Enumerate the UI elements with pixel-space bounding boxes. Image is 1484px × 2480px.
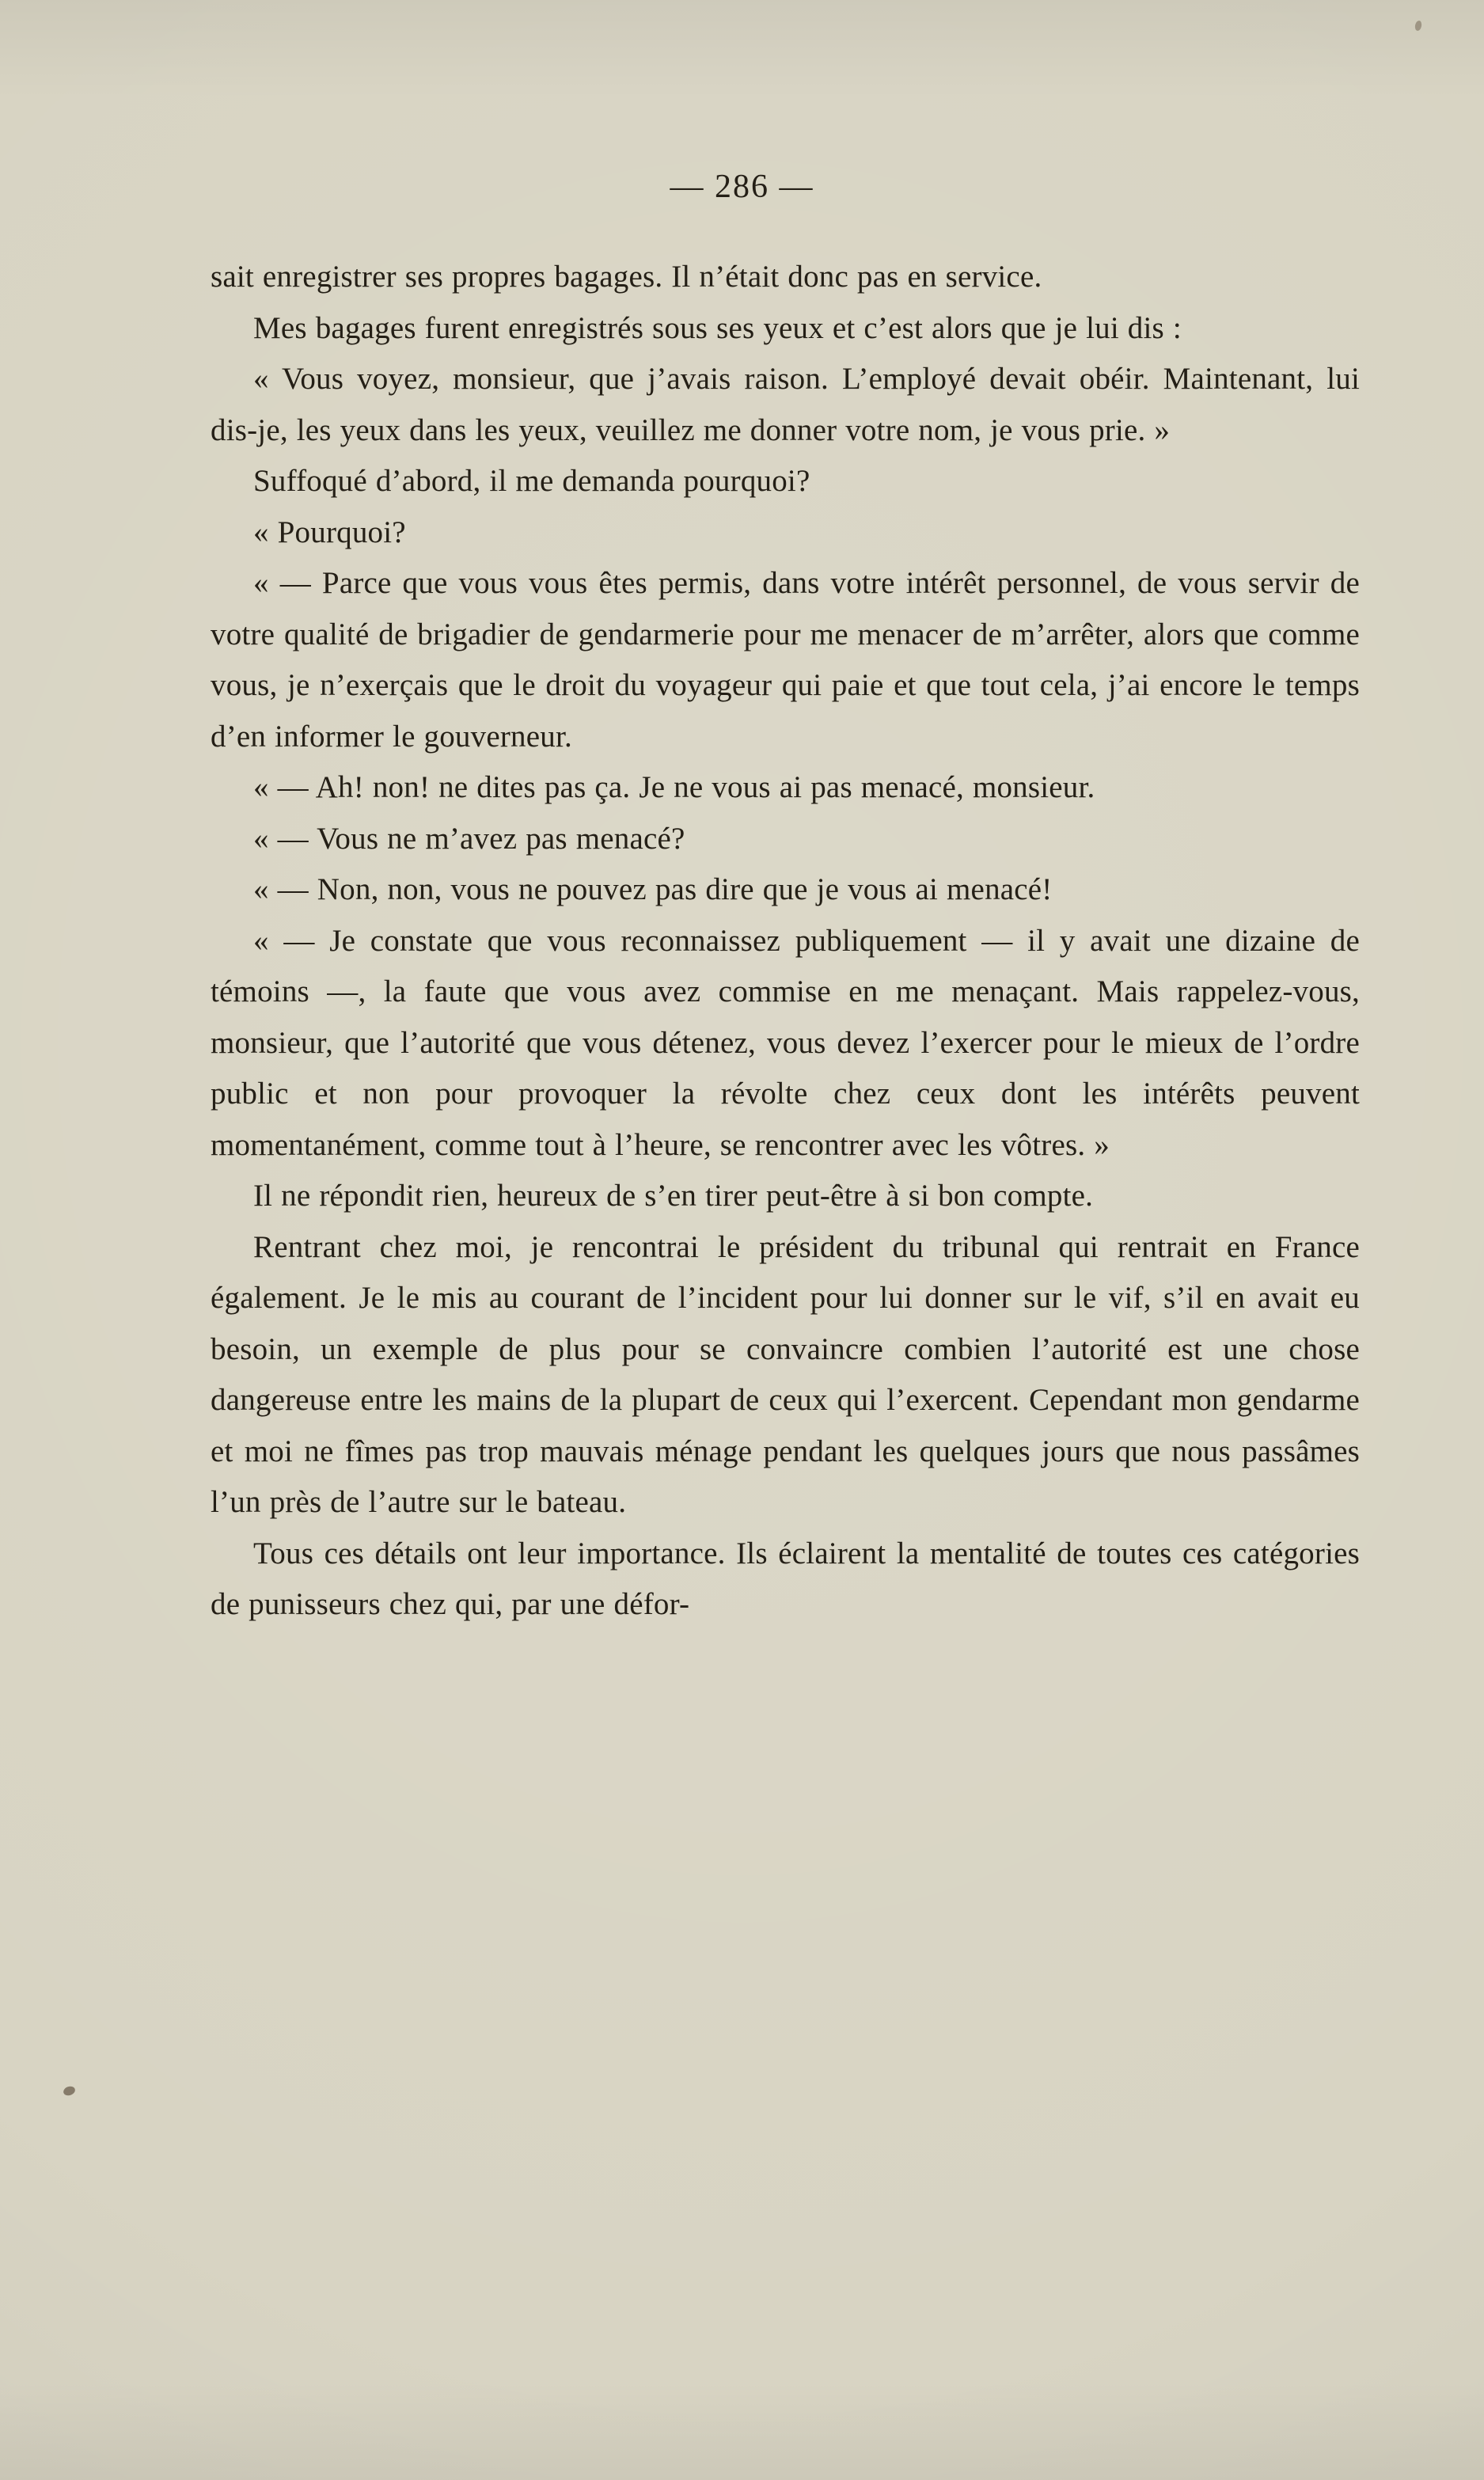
paragraph: « — Ah! non! ne dites pas ça. Je ne vous ai pas menacé, monsieur. <box>253 770 1095 804</box>
paragraph: « — Parce que vous vous êtes permis, dans votre intérêt personnel, de vous servir de votre qualité de brigadier de gendarmerie pour me menacer de m’arrêter, alors que comme vous, je n’exerçais que le droit du voyageur qui paie et que tout cela, j’ai encore le temps d’en informer le gouverneur. <box>211 566 1360 754</box>
ink-speck <box>1414 20 1423 31</box>
paragraph: Mes bagages furent enregistrés sous ses yeux et c’est alors que je lui dis : <box>253 310 1182 345</box>
paragraph: Rentrant chez moi, je rencontrai le président du tribunal qui rentrait en France également. Je le mis au courant de l’incident pour lui donner sur le vif, s’il en avait eu besoin, un exemple de plus pour se convaincre combien l’autorité est une chose dangereuse entre les mains de la plupart de ceux qui l’exercent. Cependant mon gendarme et moi ne fîmes pas trop mauvais ménage pendant les quelques jours que nous passâmes l’un près de l’autre sur le bateau. <box>211 1229 1360 1519</box>
paragraph: « Pourquoi? <box>253 515 406 549</box>
paragraph: Tous ces détails ont leur importance. Ils éclairent la mentalité de toutes ces catégories de punisseurs chez qui, par une défor- <box>211 1536 1360 1621</box>
paragraph: sait enregistrer ses propres bagages. Il n’était donc pas en service. <box>211 260 1042 294</box>
paragraph: « — Vous ne m’avez pas menacé? <box>253 821 685 856</box>
page-number: — 286 — <box>670 169 814 205</box>
paragraph: Il ne répondit rien, heureux de s’en tirer peut-être à si bon compte. <box>253 1179 1094 1213</box>
paragraph: « — Non, non, vous ne pouvez pas dire que je vous ai menacé! <box>253 872 1053 906</box>
paragraph: Suffoqué d’abord, il me demanda pourquoi? <box>253 464 810 498</box>
paragraph: « — Je constate que vous reconnaissez publiquement — il y avait une dizaine de témoins —, la faute que vous avez commise en me menaçant. Mais rappelez-vous, monsieur, que l’autorité que vous détenez, vous devez l’exercer pour le mieux de l’ordre public et non pour provoquer la révolte chez ceux dont les intérêts peuvent momentanément, comme tout à l’heure, se rencontrer avec les vôtres. » <box>211 923 1360 1162</box>
ink-speck <box>63 2085 77 2097</box>
page-text <box>211 252 1360 1631</box>
paragraph: « Vous voyez, monsieur, que j’avais raison. L’employé devait obéir. Maintenant, lui dis-je, les yeux dans les yeux, veuillez me donner votre nom, je vous prie. » <box>211 362 1360 447</box>
